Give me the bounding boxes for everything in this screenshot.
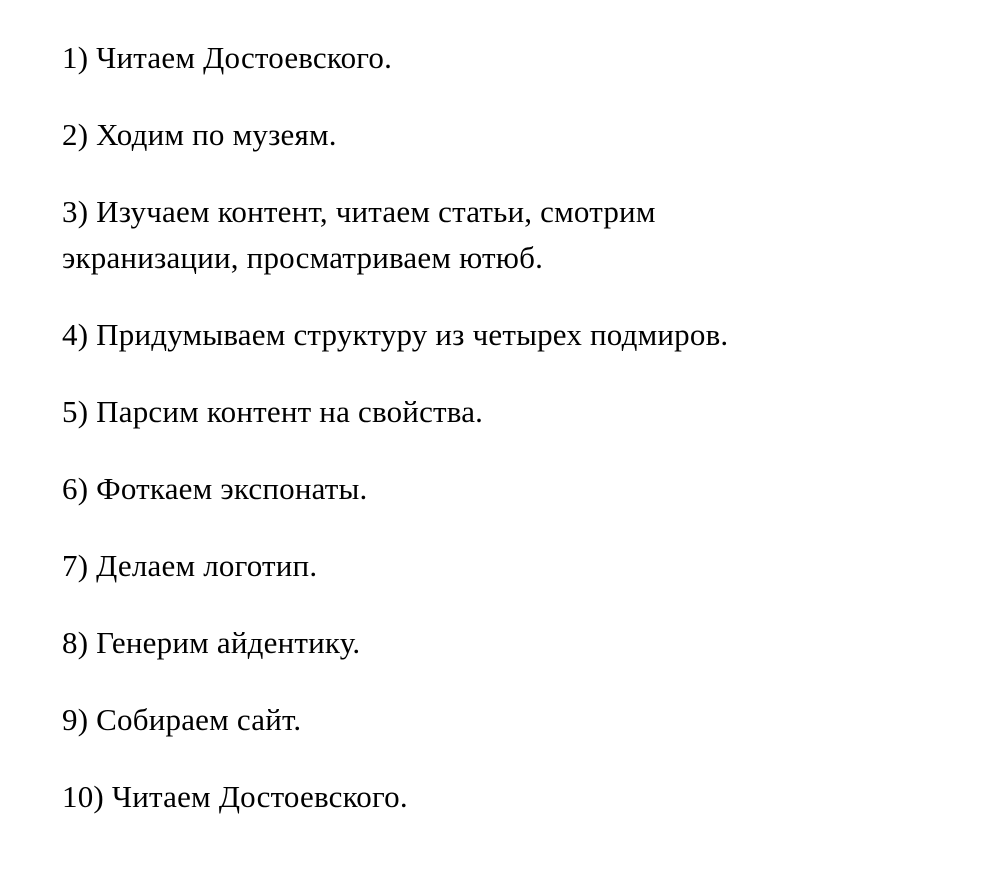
list-item-5	[62, 389, 940, 435]
list-item-text: 3) Изучаем контент, читаем статьи, смотрим	[62, 194, 656, 229]
list-item-8	[62, 620, 940, 666]
list-item-text: экранизации, просматриваем ютюб.	[62, 240, 544, 275]
list-item-7	[62, 543, 940, 589]
list-item-4	[62, 312, 940, 358]
list-item-text: 7) Делаем логотип.	[62, 548, 318, 583]
list-item-1	[62, 35, 940, 81]
list-item-10	[62, 774, 940, 820]
list-item-3	[62, 189, 940, 281]
list-item-text: 6) Фоткаем экспонаты.	[62, 471, 368, 506]
list-item-text: 1) Читаем Достоевского.	[62, 40, 393, 75]
list-item-text: 5) Парсим контент на свойства.	[62, 394, 484, 429]
list-item-2	[62, 112, 940, 158]
list-item-9	[62, 697, 940, 743]
list-item-6	[62, 466, 940, 512]
list-item-text: 2) Ходим по музеям.	[62, 117, 337, 152]
list-item-text: 8) Генерим айдентику.	[62, 625, 361, 660]
list-item-text: 10) Читаем Достоевского.	[62, 779, 408, 814]
list-item-text: 4) Придумываем структуру из четырех подмиров.	[62, 317, 729, 352]
list-item-text: 9) Собираем сайт.	[62, 702, 302, 737]
